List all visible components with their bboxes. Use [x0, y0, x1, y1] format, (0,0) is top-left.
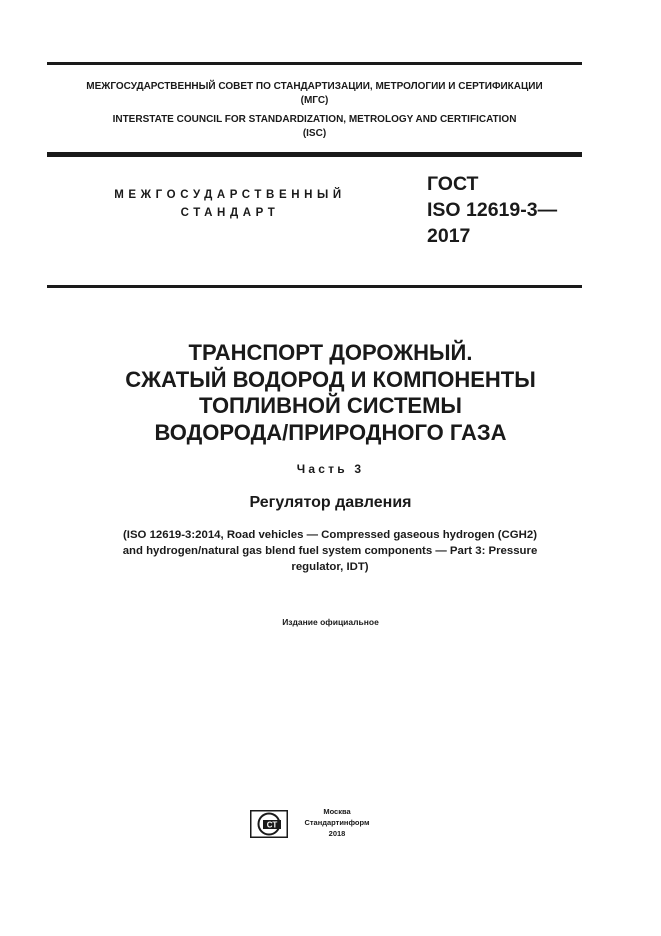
iso-reference — [65, 527, 595, 575]
iso-reference-line3: regulator, IDT) — [291, 561, 369, 573]
middle-rule — [47, 152, 582, 157]
iso-reference-line1: (ISO 12619-3:2014, Road vehicles — Compressed gaseous hydrogen (CGH2) — [122, 529, 537, 541]
standard-designation — [427, 171, 587, 249]
imprint-city: Москва — [323, 807, 351, 816]
title-line2: СЖАТЫЙ ВОДОРОД И КОМПОНЕНТЫ — [125, 366, 536, 392]
publisher-logo-icon — [250, 810, 288, 838]
imprint-year: 2018 — [328, 829, 346, 838]
logo-text: СТ — [266, 820, 278, 830]
council-name-ru-line: МЕЖГОСУДАРСТВЕННЫЙ СОВЕТ ПО СТАНДАРТИЗАЦИИ, МЕТРОЛОГИИ И СЕРТИФИКАЦИИ — [86, 81, 543, 92]
standard-kind-line2: СТАНДАРТ — [180, 207, 280, 219]
standard-kind-line1: МЕЖГОСУДАРСТВЕННЫЙ — [114, 189, 346, 201]
iso-reference-line2: and hydrogen/natural gas blend fuel system components — Part 3: Pressure — [122, 545, 538, 557]
publisher-imprint — [295, 806, 379, 839]
title-line1: ТРАНСПОРТ ДОРОЖНЫЙ. — [188, 340, 473, 365]
edition-note: Издание официальное — [282, 617, 379, 627]
title-line3: ТОПЛИВНОЙ СИСТЕМЫ — [199, 393, 462, 418]
council-name-en-line: INTERSTATE COUNCIL FOR STANDARDIZATION, METROLOGY AND CERTIFICATION — [112, 114, 517, 125]
lower-rule — [47, 285, 582, 288]
part-label: Часть 3 — [296, 462, 365, 476]
designation-line1: ГОСТ — [427, 173, 479, 195]
imprint-publisher: Стандартинформ — [304, 818, 370, 827]
title-line4: ВОДОРОДА/ПРИРОДНОГО ГАЗА — [154, 419, 507, 445]
document-subtitle: Регулятор давления — [249, 494, 412, 511]
council-name-ru — [47, 80, 582, 108]
council-abbr-ru: (МГС) — [300, 95, 329, 106]
council-abbr-en: (ISC) — [302, 128, 327, 139]
document-title — [47, 340, 614, 446]
standard-kind — [90, 186, 370, 222]
designation-line3: 2017 — [427, 225, 471, 247]
top-rule — [47, 62, 582, 65]
designation-line2: ISO 12619-3— — [427, 199, 558, 221]
council-name-en — [47, 113, 582, 141]
